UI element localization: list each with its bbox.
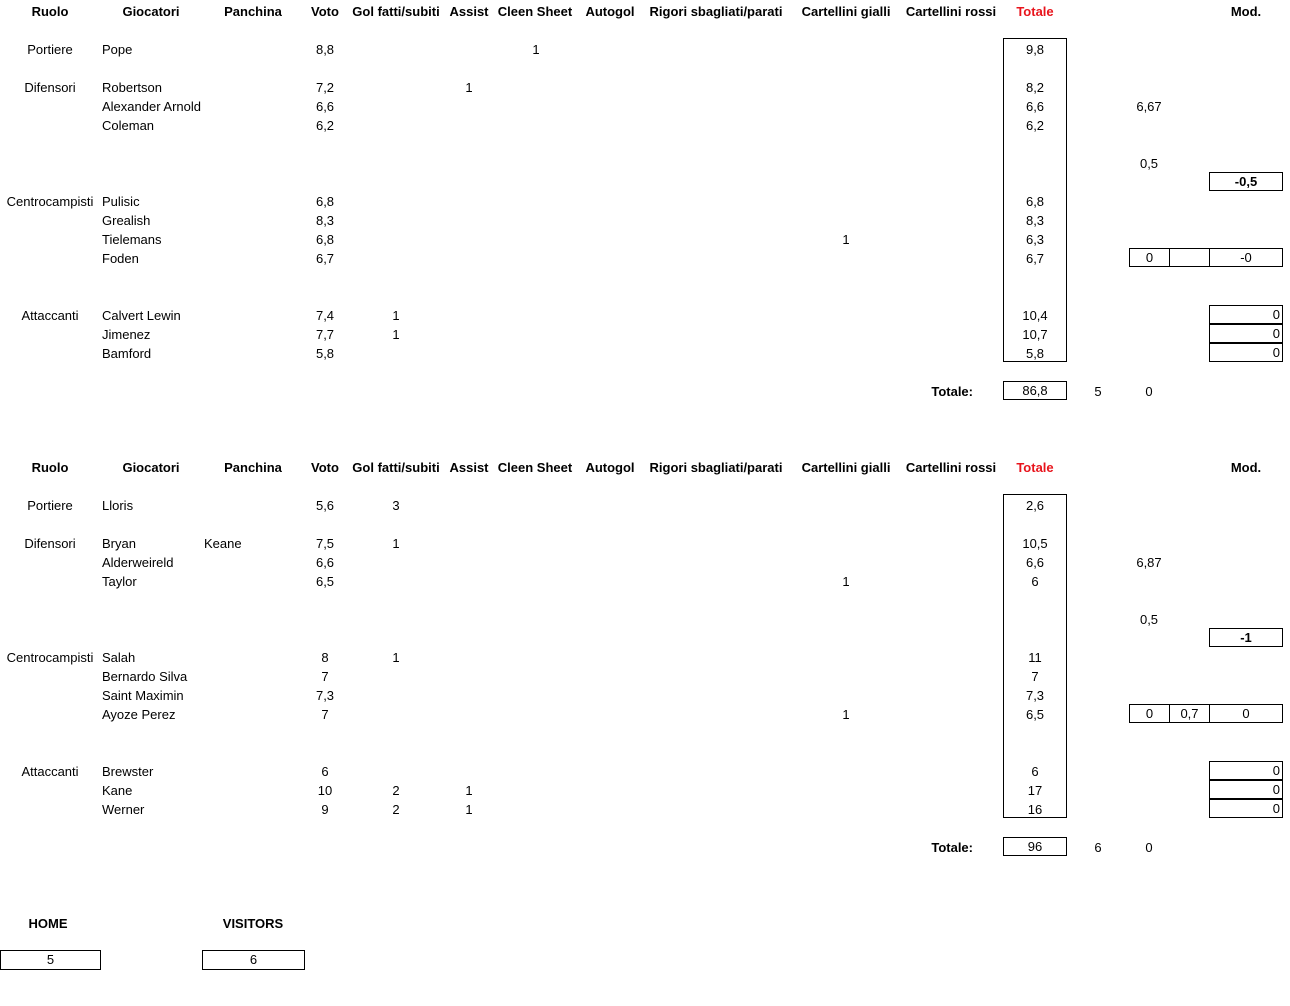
role-def: Difensori: [24, 536, 76, 551]
home-label: HOME: [28, 916, 68, 931]
player-name: Salah: [102, 650, 136, 665]
team-total-box: [1003, 837, 1067, 856]
player-gol: 1: [392, 327, 400, 342]
role-gk: Portiere: [27, 498, 73, 513]
player-voto: 7,4: [315, 308, 335, 323]
header-panchina: Panchina: [224, 4, 282, 19]
visitors-score: 6: [249, 952, 258, 967]
player-gol: 1: [392, 536, 400, 551]
mid-box-3-value: -0: [1240, 250, 1252, 265]
player-totale: 9,8: [1025, 42, 1045, 57]
player-totale: 5,8: [1025, 346, 1045, 361]
role-mid: Centrocampisti: [6, 650, 94, 665]
player-totale: 17: [1027, 783, 1043, 798]
team-goals: 5: [1094, 384, 1102, 399]
header-voto: Voto: [311, 460, 339, 475]
header-gialli: Cartellini gialli: [801, 460, 891, 475]
header-rigori: Rigori sbagliati/parati: [649, 460, 783, 475]
att-box-3-value: 0: [1272, 345, 1280, 360]
player-name: Foden: [102, 251, 139, 266]
defense-modifier-box: [1209, 172, 1283, 191]
player-name: Pope: [102, 42, 133, 57]
player-name: Brewster: [102, 764, 154, 779]
mid-box-2: [1169, 248, 1210, 267]
player-voto: 9: [321, 802, 329, 817]
header-ruolo: Ruolo: [31, 460, 69, 475]
att-box-1-value: 0: [1272, 307, 1280, 322]
header-giocatori: Giocatori: [122, 4, 180, 19]
header-rossi: Cartellini rossi: [905, 460, 997, 475]
header-clean-sheet: Cleen Sheet: [497, 460, 573, 475]
defense-average: 6,87: [1136, 555, 1162, 570]
role-gk: Portiere: [27, 42, 73, 57]
header-assist: Assist: [449, 460, 489, 475]
player-voto: 7,5: [315, 536, 335, 551]
team-goals: 6: [1094, 840, 1102, 855]
player-assist: 1: [465, 802, 473, 817]
player-name: Pulisic: [102, 194, 140, 209]
mid-box-1-value: 0: [1145, 250, 1154, 265]
player-gol: 1: [392, 308, 400, 323]
defense-modifier: 0,5: [1139, 612, 1159, 627]
player-totale: 6,2: [1025, 118, 1045, 133]
role-mid: Centrocampisti: [6, 194, 94, 209]
header-mod: Mod.: [1230, 460, 1262, 475]
player-assist: 1: [465, 783, 473, 798]
total-label: Totale:: [931, 384, 973, 399]
player-voto: 8,8: [315, 42, 335, 57]
player-voto: 6,7: [315, 251, 335, 266]
defense-average: 6,67: [1136, 99, 1162, 114]
header-giocatori: Giocatori: [122, 460, 180, 475]
header-autogol: Autogol: [585, 4, 635, 19]
defense-modifier-box-value: -0,5: [1234, 174, 1258, 189]
player-voto: 6,2: [315, 118, 335, 133]
player-totale: 6,7: [1025, 251, 1045, 266]
player-totale: 6,8: [1025, 194, 1045, 209]
team-extra: 0: [1145, 384, 1153, 399]
att-box-3-value: 0: [1272, 801, 1280, 816]
player-assist: 1: [465, 80, 473, 95]
player-name: Saint Maximin: [102, 688, 184, 703]
player-voto: 6,5: [315, 574, 335, 589]
player-voto: 5,8: [315, 346, 335, 361]
player-voto: 7,7: [315, 327, 335, 342]
header-ruolo: Ruolo: [31, 4, 69, 19]
home-score: 5: [46, 952, 55, 967]
player-totale: 7: [1031, 669, 1039, 684]
player-voto: 6,8: [315, 232, 335, 247]
visitors-label: VISITORS: [222, 916, 284, 931]
player-voto: 8: [321, 650, 329, 665]
att-box-2: [1209, 780, 1283, 799]
att-box-2-value: 0: [1272, 326, 1280, 341]
mid-box-3: [1209, 704, 1283, 723]
player-voto: 10: [317, 783, 333, 798]
player-name: Tielemans: [102, 232, 162, 247]
player-totale: 16: [1027, 802, 1043, 817]
home-score-box: [0, 950, 101, 970]
header-voto: Voto: [311, 4, 339, 19]
header-totale: Totale: [1016, 4, 1054, 19]
mid-box-1-value: 0: [1145, 706, 1154, 721]
player-totale: 8,3: [1025, 213, 1045, 228]
defense-modifier-box: [1209, 628, 1283, 647]
team-total-box-value: 86,8: [1022, 383, 1048, 398]
header-assist: Assist: [449, 4, 489, 19]
header-autogol: Autogol: [585, 460, 635, 475]
player-name: Alexander Arnold: [102, 99, 202, 114]
player-voto: 7,3: [315, 688, 335, 703]
header-mod: Mod.: [1230, 4, 1262, 19]
header-panchina: Panchina: [224, 460, 282, 475]
player-name: Lloris: [102, 498, 134, 513]
att-box-1: [1209, 305, 1283, 324]
player-gialli: 1: [842, 232, 850, 247]
player-voto: 7: [321, 669, 329, 684]
role-att: Attaccanti: [21, 308, 79, 323]
player-voto: 6,6: [315, 99, 335, 114]
player-gol: 2: [392, 783, 400, 798]
visitors-score-box: [202, 950, 305, 970]
player-totale: 8,2: [1025, 80, 1045, 95]
player-clean-sheet: 1: [532, 42, 540, 57]
player-name: Ayoze Perez: [102, 707, 176, 722]
player-name: Taylor: [102, 574, 137, 589]
header-clean-sheet: Cleen Sheet: [497, 4, 573, 19]
player-name: Calvert Lewin: [102, 308, 181, 323]
player-name: Bernardo Silva: [102, 669, 188, 684]
player-name: Alderweireld: [102, 555, 174, 570]
player-gol: 2: [392, 802, 400, 817]
player-totale: 10,4: [1022, 308, 1048, 323]
player-name: Bamford: [102, 346, 152, 361]
header-gialli: Cartellini gialli: [801, 4, 891, 19]
att-box-1-value: 0: [1272, 763, 1280, 778]
mid-box-1: [1129, 704, 1170, 723]
player-gol: 3: [392, 498, 400, 513]
defense-modifier-box-value: -1: [1240, 630, 1252, 645]
player-voto: 5,6: [315, 498, 335, 513]
player-totale: 6: [1031, 764, 1039, 779]
header-gol: Gol fatti/subiti: [352, 460, 440, 475]
player-name: Werner: [102, 802, 145, 817]
att-box-3: [1209, 799, 1283, 818]
player-voto: 7: [321, 707, 329, 722]
player-totale: 6,5: [1025, 707, 1045, 722]
team-extra: 0: [1145, 840, 1153, 855]
player-totale: 11: [1028, 650, 1042, 665]
player-voto: 8,3: [315, 213, 335, 228]
player-name: Robertson: [102, 80, 162, 95]
player-totale: 10,5: [1022, 536, 1048, 551]
role-def: Difensori: [24, 80, 76, 95]
player-bench: Keane: [204, 536, 242, 551]
defense-modifier: 0,5: [1139, 156, 1159, 171]
player-name: Jimenez: [102, 327, 151, 342]
header-gol: Gol fatti/subiti: [352, 4, 440, 19]
player-gialli: 1: [842, 574, 850, 589]
player-totale: 6,6: [1025, 99, 1045, 114]
mid-box-2: [1169, 704, 1210, 723]
player-name: Bryan: [102, 536, 136, 551]
total-label: Totale:: [931, 840, 973, 855]
mid-box-3: [1209, 248, 1283, 267]
att-box-1: [1209, 761, 1283, 780]
player-totale: 7,3: [1025, 688, 1045, 703]
att-box-2: [1209, 324, 1283, 343]
player-totale: 10,7: [1022, 327, 1048, 342]
player-name: Grealish: [102, 213, 151, 228]
att-box-3: [1209, 343, 1283, 362]
player-name: Coleman: [102, 118, 155, 133]
player-voto: 6: [321, 764, 329, 779]
header-rigori: Rigori sbagliati/parati: [649, 4, 783, 19]
player-gialli: 1: [842, 707, 850, 722]
role-att: Attaccanti: [21, 764, 79, 779]
totale-column-box: [1003, 494, 1067, 818]
header-rossi: Cartellini rossi: [905, 4, 997, 19]
header-totale: Totale: [1016, 460, 1054, 475]
mid-box-1: [1129, 248, 1170, 267]
team-total-box-value: 96: [1027, 839, 1043, 854]
player-voto: 7,2: [315, 80, 335, 95]
player-totale: 6,6: [1025, 555, 1045, 570]
player-totale: 6,3: [1025, 232, 1045, 247]
player-totale: 2,6: [1025, 498, 1045, 513]
totale-column-box: [1003, 38, 1067, 362]
player-voto: 6,6: [315, 555, 335, 570]
mid-box-2-value: 0,7: [1180, 706, 1199, 721]
team-total-box: [1003, 381, 1067, 400]
player-name: Kane: [102, 783, 133, 798]
att-box-2-value: 0: [1272, 782, 1280, 797]
mid-box-3-value: 0: [1242, 706, 1250, 721]
player-voto: 6,8: [315, 194, 335, 209]
player-totale: 6: [1031, 574, 1039, 589]
player-gol: 1: [392, 650, 400, 665]
